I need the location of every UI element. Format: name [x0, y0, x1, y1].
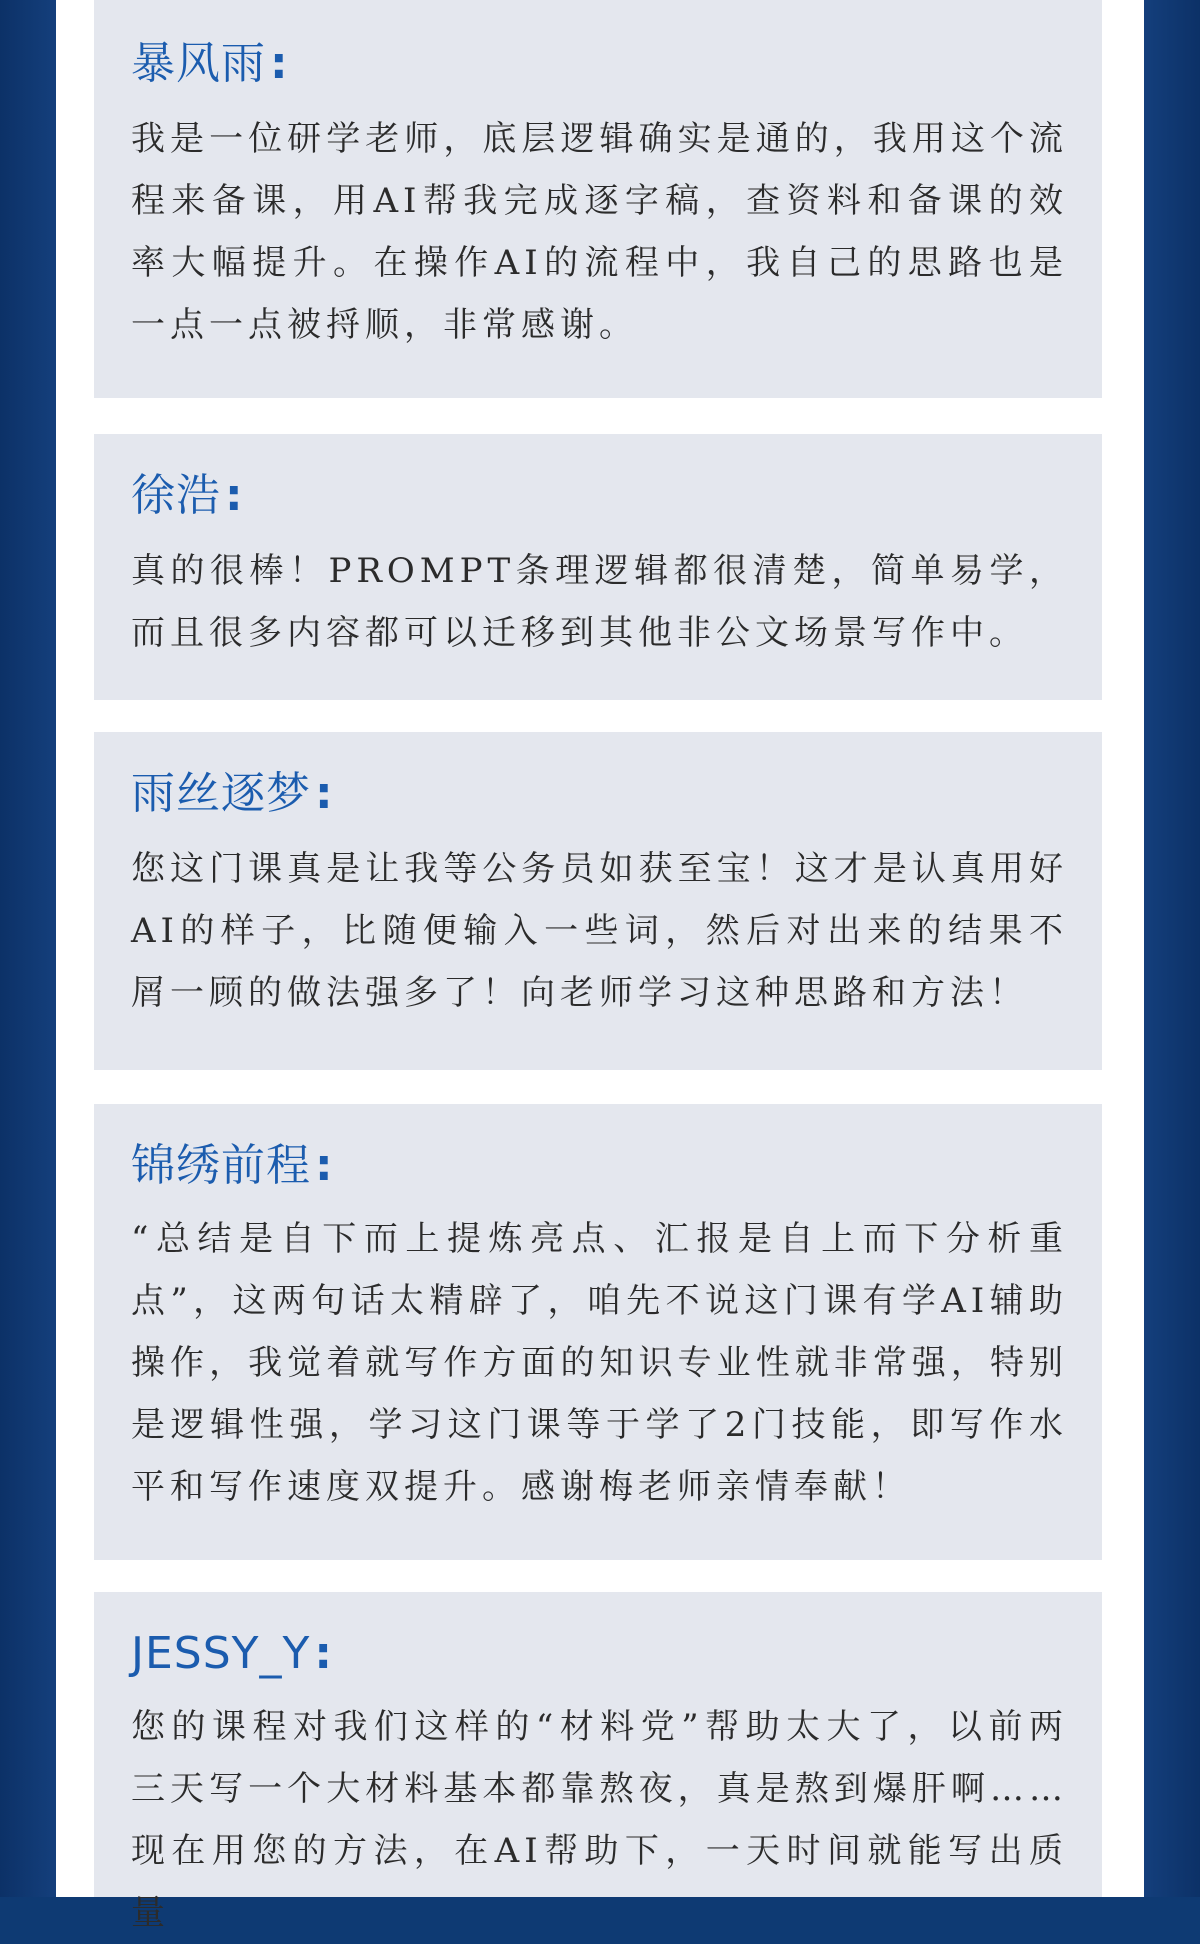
- testimonial-card: [94, 434, 1102, 700]
- testimonial-card: [94, 0, 1102, 398]
- left-border-stripe: [0, 0, 56, 1897]
- testimonial-author: 暴风雨:: [131, 38, 289, 89]
- testimonial-author: 锦绣前程:: [131, 1140, 334, 1191]
- testimonial-author: 雨丝逐梦:: [131, 768, 334, 819]
- testimonial-card: [94, 1592, 1102, 1933]
- testimonial-author: JESSY_Y:: [131, 1628, 333, 1679]
- testimonial-author: 徐浩:: [131, 470, 244, 521]
- testimonial-text: “总结是自下而上提炼亮点、汇报是自上而下分析重点”，这两句话太精辟了，咱先不说这门课有学AI辅助操作，我觉着就写作方面的知识专业性就非常强，特别是逻辑性强，学习这门课等于学了2门技能，即写作水平和写作速度双提升。感谢梅老师亲情奉献！: [131, 1219, 1068, 1507]
- testimonial-text: 您的课程对我们这样的“材料党”帮助太大了，以前两三天写一个大材料基本都靠熬夜，真是熬到爆肝啊……现在用您的方法，在AI帮助下，一天时间就能写出质量: [131, 1707, 1068, 1933]
- testimonial-text: 我是一位研学老师，底层逻辑确实是通的，我用这个流程来备课，用AI帮我完成逐字稿，查资料和备课的效率大幅提升。在操作AI的流程中，我自己的思路也是一点一点被捋顺，非常感谢。: [131, 119, 1068, 345]
- testimonial-text: 真的很棒！PROMPT条理逻辑都很清楚，简单易学，而且很多内容都可以迁移到其他非公文场景写作中。: [131, 551, 1068, 653]
- testimonial-card: [94, 732, 1102, 1070]
- testimonial-text: 您这门课真是让我等公务员如获至宝！这才是认真用好AI的样子，比随便输入一些词，然后对出来的结果不屑一顾的做法强多了！向老师学习这种思路和方法！: [131, 849, 1068, 1013]
- testimonial-card: [94, 1104, 1102, 1560]
- right-border-stripe: [1144, 0, 1200, 1897]
